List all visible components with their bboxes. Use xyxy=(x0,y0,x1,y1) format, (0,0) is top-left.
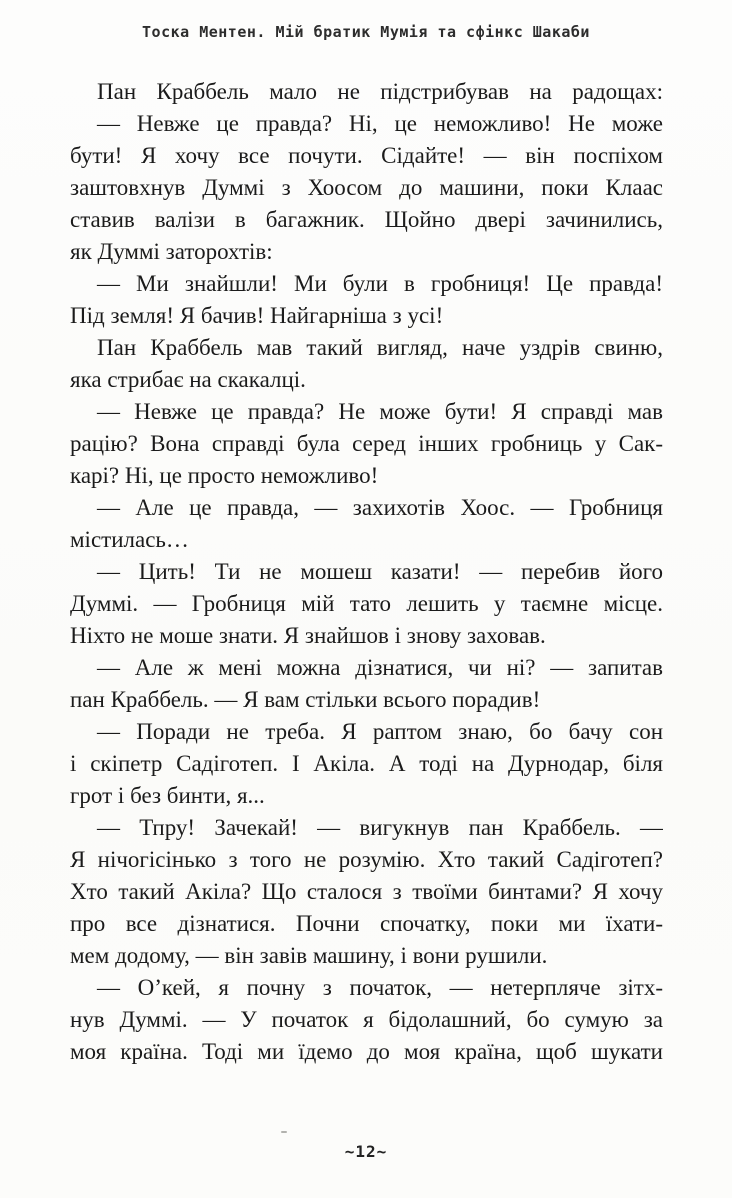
paragraph xyxy=(70,716,663,812)
text-line: Пан Краббель мало не підстрибував на радощах: xyxy=(97,79,663,104)
text-line: пан Краббель. — Я вам стільки всього порадив! xyxy=(70,687,541,712)
text-line: бути! Я хочу все почути. Сідайте! — він поспіхом xyxy=(70,143,663,168)
text-line: заштовхнув Думмі з Хоосом до машини, поки Клаас xyxy=(70,175,663,200)
paragraph xyxy=(70,972,663,1068)
text-line: Пан Краббель мав такий вигляд, наче уздрів свиню, xyxy=(97,335,663,360)
paragraph xyxy=(70,556,663,652)
running-header: Тоска Ментен. Мій братик Мумія та сфінкс Шакаби xyxy=(142,23,590,41)
scan-artifact-dot xyxy=(281,1131,287,1133)
text-line: — Ми знайшли! Ми були в гробниця! Це правда! xyxy=(97,271,663,296)
paragraph xyxy=(70,108,663,268)
paragraph xyxy=(70,268,663,332)
text-line: — Тпру! Зачекай! — вигукнув пан Краббель. — xyxy=(97,815,663,840)
text-line: — Поради не треба. Я раптом знаю, бо бачу сон xyxy=(97,719,663,744)
text-line: нув Думмі. — У початок я бідолашний, бо сумую за xyxy=(70,1007,663,1032)
paragraph xyxy=(70,332,663,396)
text-line: — Невже це правда? Ні, це неможливо! Не може xyxy=(97,111,663,136)
text-line: — Але ж мені можна дізнатися, чи ні? — запитав xyxy=(97,655,663,680)
text-line: — Але це правда, — захихотів Хоос. — Гробниця xyxy=(97,495,663,520)
text-line: як Думмі заторохтів: xyxy=(70,239,273,264)
text-line: карі? Ні, це просто неможливо! xyxy=(70,463,379,488)
text-line: — О’кей, я почну з початок, — нетерпляче зітх- xyxy=(97,975,663,1000)
text-line: Під земля! Я бачив! Найгарніша з усі! xyxy=(70,303,444,328)
text-line: мем додому, — він завів машину, і вони рушили. xyxy=(70,943,548,968)
text-line: Хто такий Акіла? Що сталося з твоїми бинтами? Я хочу xyxy=(70,879,663,904)
paragraph xyxy=(70,76,663,108)
text-line: про все дізнатися. Почни спочатку, поки ми їхати- xyxy=(70,911,663,936)
paragraph xyxy=(70,652,663,716)
text-line: містилась… xyxy=(70,527,189,552)
paragraph xyxy=(70,492,663,556)
page-body xyxy=(70,76,663,1068)
text-line: — Невже це правда? Не може бути! Я справді мав xyxy=(97,399,663,424)
paragraph xyxy=(70,812,663,972)
text-line: ставив валізи в багажник. Щойно двері зачинились, xyxy=(70,207,663,232)
text-line: і скіпетр Садіготеп. І Акіла. А тоді на Дурнодар, біля xyxy=(70,751,663,776)
text-line: Думмі. — Гробниця мій тато лешить у таємне місце. xyxy=(70,591,663,616)
text-line: моя країна. Тоді ми їдемо до моя країна, щоб шукати xyxy=(70,1039,663,1064)
text-line: — Цить! Ти не мошеш казати! — перебив його xyxy=(97,559,663,584)
text-line: Ніхто не моше знати. Я знайшов і знову заховав. xyxy=(70,623,546,648)
text-line: грот і без бинти, я... xyxy=(70,783,265,808)
text-line: рацію? Вона справді була серед інших гробниць у Сак- xyxy=(70,431,663,456)
text-line: яка стрибає на скакалці. xyxy=(70,367,306,392)
text-line: Я нічогісінько з того не розумію. Хто такий Садіготеп? xyxy=(70,847,663,872)
page-number: ~12~ xyxy=(344,1142,388,1161)
paragraph xyxy=(70,396,663,492)
